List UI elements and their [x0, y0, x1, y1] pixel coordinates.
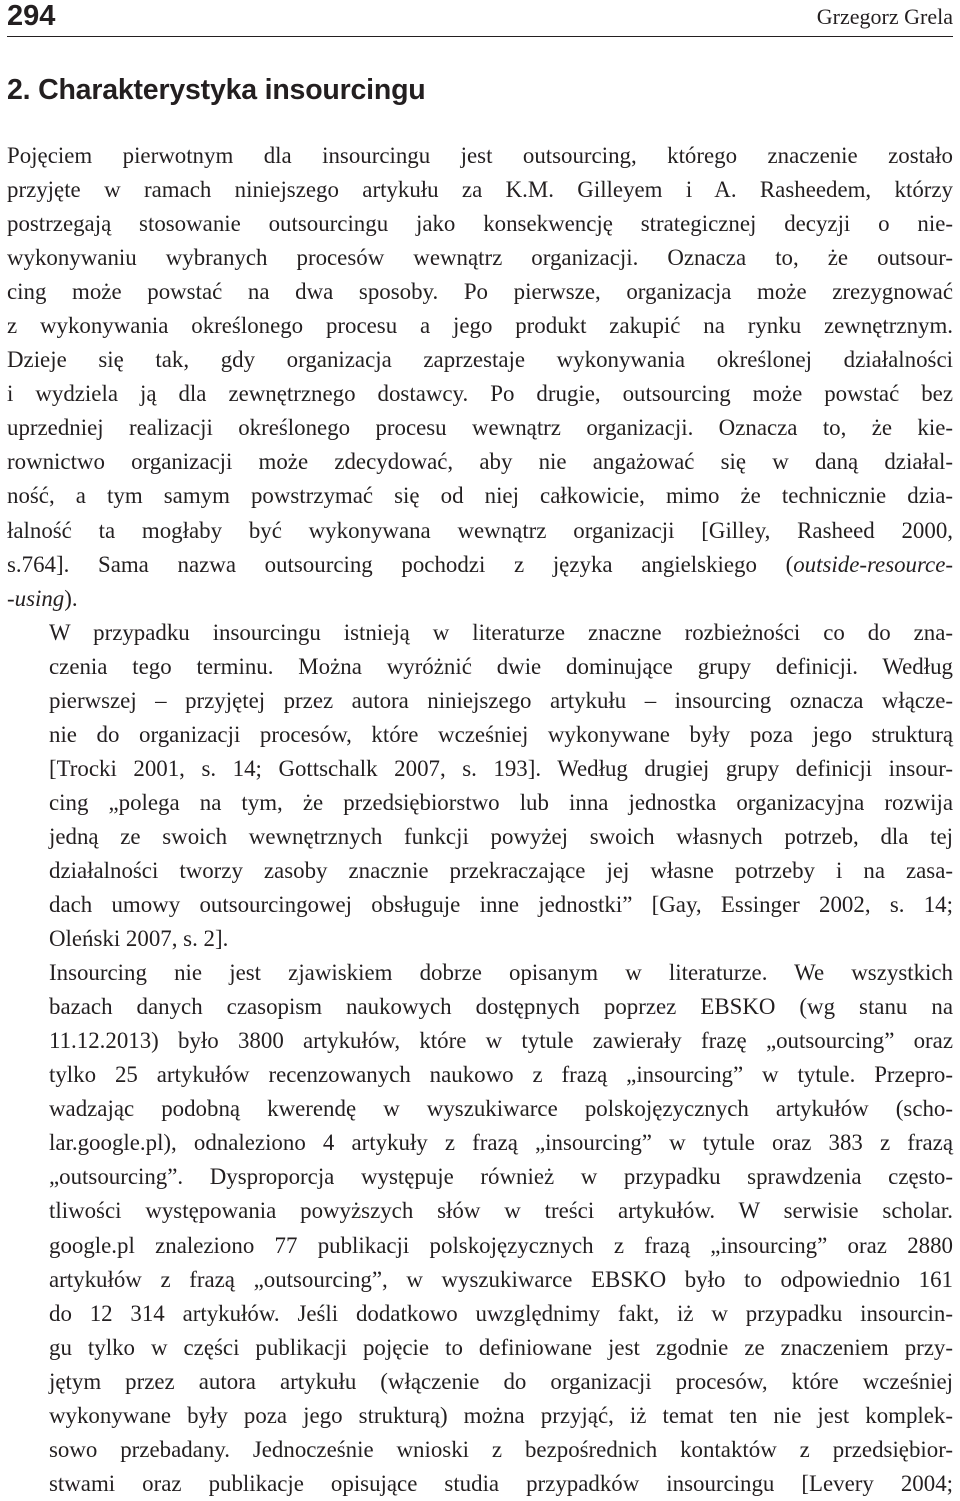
- text-line: pierwszej – przyjętej przez autora niniejszego artykułu – insourcing oznacza włącze-: [49, 687, 953, 713]
- text-line: do 12 314 artykułów. Jeśli dodatkowo uwzględnimy fakt, iż w przypadku insourcin-: [49, 1300, 953, 1326]
- text-line: z wykonywania określonego procesu a jego produkt zakupić na rynku zewnętrznym.: [7, 313, 953, 339]
- text-line: tylko 25 artykułów recenzowanych naukowo z frazą „insourcing” w tytule. Przepro-: [49, 1062, 953, 1088]
- text-line: uprzedniej realizacji określonego procesu wewnątrz organizacji. Oznacza to, że kie-: [7, 415, 953, 441]
- text-line: wykonywaniu wybranych procesów wewnątrz organizacji. Oznacza to, że outsour-: [7, 245, 953, 271]
- page-number: 294: [7, 0, 56, 32]
- text-line: przyjęte w ramach niniejszego artykułu za K.M. Gilleyem i A. Rasheedem, którzy: [7, 177, 953, 203]
- section-title: 2. Charakterystyka insourcingu: [7, 74, 426, 106]
- text-line: Oleński 2007, s. 2].: [49, 926, 229, 952]
- text-line: wadzając podobną kwerendę w wyszukiwarce polskojęzycznych artykułów (scho-: [49, 1096, 953, 1122]
- text-line: działalności tworzy zasoby znacznie przekraczające jej własne potrzeby i na zasa-: [49, 857, 953, 883]
- text-line: gu tylko w części publikacji pojęcie to definiowane jest zgodnie ze znaczeniem przy-: [49, 1334, 953, 1360]
- text-segment: s.764]. Sama nazwa outsourcing pochodzi z języka angielskiego (: [7, 551, 794, 577]
- body-text: [7, 139, 953, 1501]
- text-line: google.pl znaleziono 77 publikacji polskojęzycznych z frazą „insourcing” oraz 2880: [49, 1232, 953, 1258]
- paragraph-1: [7, 139, 953, 616]
- paragraph-2: [7, 616, 953, 956]
- text-line: W przypadku insourcingu istnieją w literaturze znaczne rozbieżności co do zna-: [49, 619, 953, 645]
- text-line: sowo przebadany. Jednocześnie wnioski z bezpośrednich kontaktów z przedsiębior-: [49, 1436, 953, 1462]
- text-line: cing „polega na tym, że przedsiębiorstwo lub inna jednostka organizacyjna rozwija: [49, 789, 953, 815]
- text-line: bazach danych czasopism naukowych dostępnych poprzez EBSKO (wg stanu na: [49, 994, 953, 1020]
- text-line: dach umowy outsourcingowej obsługuje inne jednostki” [Gay, Essinger 2002, s. 14;: [49, 892, 953, 918]
- text-line: Insourcing nie jest zjawiskiem dobrze opisanym w literaturze. We wszystkich: [49, 960, 953, 986]
- italic-term: -using: [7, 585, 65, 611]
- page: [7, 0, 953, 1501]
- text-line: rownictwo organizacji może zdecydować, aby nie angażować się w daną działal-: [7, 449, 953, 475]
- text-line: ność, a tym samym powstrzymać się od niej całkowicie, mimo że technicznie dzia-: [7, 483, 953, 509]
- text-line: nie do organizacji procesów, które wcześniej wykonywane były poza jego strukturą: [49, 721, 953, 747]
- text-line: artykułów z frazą „outsourcing”, w wyszukiwarce EBSKO było to odpowiednio 161: [49, 1266, 953, 1292]
- text-line: Dzieje się tak, gdy organizacja zaprzestaje wykonywania określonej działalności: [7, 347, 953, 373]
- text-line: czenia tego terminu. Można wyróżnić dwie dominujące grupy definicji. Według: [49, 653, 953, 679]
- text-line: [7, 582, 953, 616]
- text-line: cing może powstać na dwa sposoby. Po pierwsze, organizacja może zrezygnować: [7, 279, 953, 305]
- text-line: lar.google.pl), odnaleziono 4 artykuły z frazą „insourcing” w tytule oraz 383 z frazą: [49, 1130, 953, 1156]
- text-line: postrzegają stosowanie outsourcingu jako konsekwencję strategicznej decyzji o nie-: [7, 211, 953, 237]
- text-line: jedną ze swoich wewnętrznych funkcji powyżej swoich własnych potrzeb, dla tej: [49, 823, 953, 849]
- text-line: łalność ta mogłaby być wykonywana wewnątrz organizacji [Gilley, Rasheed 2000,: [7, 517, 953, 543]
- text-line: tliwości występowania powyższych słów w treści artykułów. W serwisie scholar.: [49, 1198, 953, 1224]
- text-line: wykonywane były poza jego strukturą) można przyjąć, iż temat ten nie jest komplek-: [49, 1402, 953, 1428]
- text-line: „outsourcing”. Dysproporcja występuje również w przypadku sprawdzenia często-: [49, 1164, 953, 1190]
- text-line: 11.12.2013) było 3800 artykułów, które w tytule zawierały frazę „outsourcing” oraz: [49, 1028, 953, 1054]
- text-line: jętym przez autora artykułu (włączenie do organizacji procesów, które wcześniej: [49, 1368, 953, 1394]
- text-line: stwami oraz publikacje opisujące studia przypadków insourcingu [Levery 2004;: [49, 1470, 953, 1496]
- paragraph-3: [7, 956, 953, 1501]
- text-line: Pojęciem pierwotnym dla insourcingu jest outsourcing, którego znaczenie zostało: [7, 143, 953, 168]
- italic-term: outside-resource-: [793, 551, 953, 577]
- text-segment: ).: [64, 585, 78, 611]
- text-line: [Trocki 2001, s. 14; Gottschalk 2007, s. 193]. Według drugiej grupy definicji insour-: [49, 755, 953, 781]
- running-head: [7, 0, 953, 37]
- text-line: i wydziela ją dla zewnętrznego dostawcy. Po drugie, outsourcing może powstać bez: [7, 381, 953, 407]
- running-head-author: Grzegorz Grela: [816, 4, 953, 29]
- text-line: [7, 548, 953, 582]
